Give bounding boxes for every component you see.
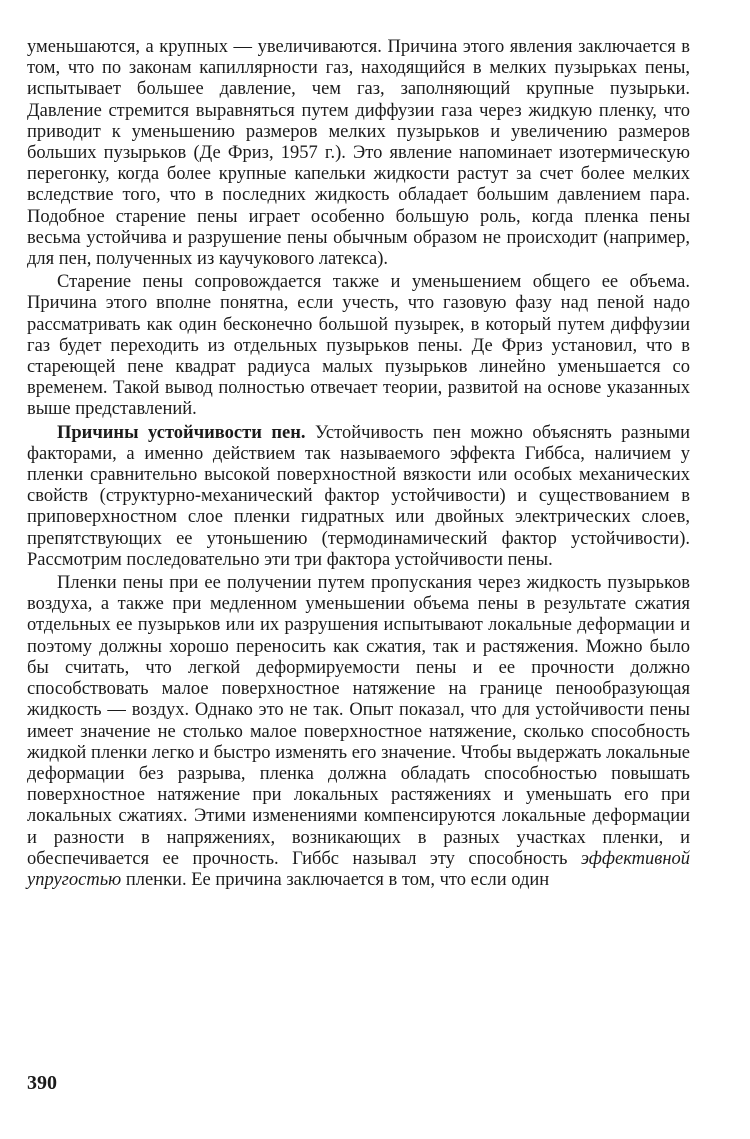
paragraph-foam-aging-continued: уменьшаются, а крупных — увеличиваются. Причина этого явления заключается в том, что по законам капиллярности газ, находящийся в мелких пузырьках пены, испытывает большее давление, чем газ, заполняющий крупные пузырьки. Давление стремится выравняться путем диффузии газа через жидкую пленку, что приводит к уменьшению размеров мелких пузырьков и увеличению размеров больших пузырьков (Де Фриз, 1957 г.). Это явление напоминает изотермическую перегонку, когда более крупные капельки жидкости растут за счет более мелких вследствие того, что в последних жидкость обладает большим давлением пара. Подобное старение пены играет особенно большую роль, когда пленка пены весьма устойчива и разрушение пены обычным образом не происходит (например, для пен, полученных из каучукового латекса).: [27, 37, 690, 270]
paragraph-foam-volume-reduction: Старение пены сопровождается также и уменьшением общего ее объема. Причина этого вполне понятна, если учесть, что газовую фазу над пеной надо рассматривать как один бесконечно большой пузырек, в который путем диффузии газ будет переходить из отдельных пузырьков пены. Де Фриз установил, что в стареющей пене квадрат радиуса малых пузырьков линейно уменьшается со временем. Такой вывод полностью отвечает теории, развитой на основе указанных выше представлений.: [27, 272, 690, 420]
paragraph-foam-stability-causes: [27, 423, 690, 571]
section-run-in-heading: Причины устойчивости пен.: [57, 422, 306, 443]
paragraph-body-end: пленки. Ее причина заключается в том, что если один: [121, 869, 550, 890]
paragraph-film-deformation: [27, 573, 690, 891]
paragraph-body: Пленки пены при ее получении путем пропускания через жидкость пузырьков воздуха, а также при медленном уменьшении объема пены в результате сжатия отдельных ее пузырьков или их разрушения испытывают локальные деформации и поэтому должны хорошо переносить как сжатия, так и растяжения. Можно было бы считать, что легкой деформируемости пены и ее прочности должно способствовать малое поверхностное натяжение на границе пенообразующая жидкость — воздух. Однако это не так. Опыт показал, что для устойчивости пены имеет значение не столько малое поверхностное натяжение, сколько способность жидкой пленки легко и быстро изменять его значение. Чтобы выдержать локальные деформации без разрыва, пленка должна обладать способностью повышать поверхностное натяжение при локальных растяжениях и уменьшать его при локальных сжатиях. Этими изменениями компенсируются локальные деформации и разности в напряжениях, возникающих в разных участках пленки, и обеспечивается ее прочность. Гиббс называл эту способность: [27, 573, 690, 869]
page-number: 390: [27, 1072, 57, 1094]
page-text: [27, 37, 690, 891]
paragraph-body: Устойчивость пен можно объяснять разными факторами, а именно действием так называемого эффекта Гиббса, наличием у пленки сравнительно высокой поверхностной вязкости или особых механических свойств (структурно-механический фактор устойчивости) и существованием в приповерхностном слое пленки гидратных или двойных электрических слоев, препятствующих ее утоньшению (термодинамический фактор устойчивости). Рассмотрим последовательно эти три фактора устойчивости пены.: [27, 422, 691, 570]
italic-term: эффективной упругостью: [27, 848, 690, 890]
